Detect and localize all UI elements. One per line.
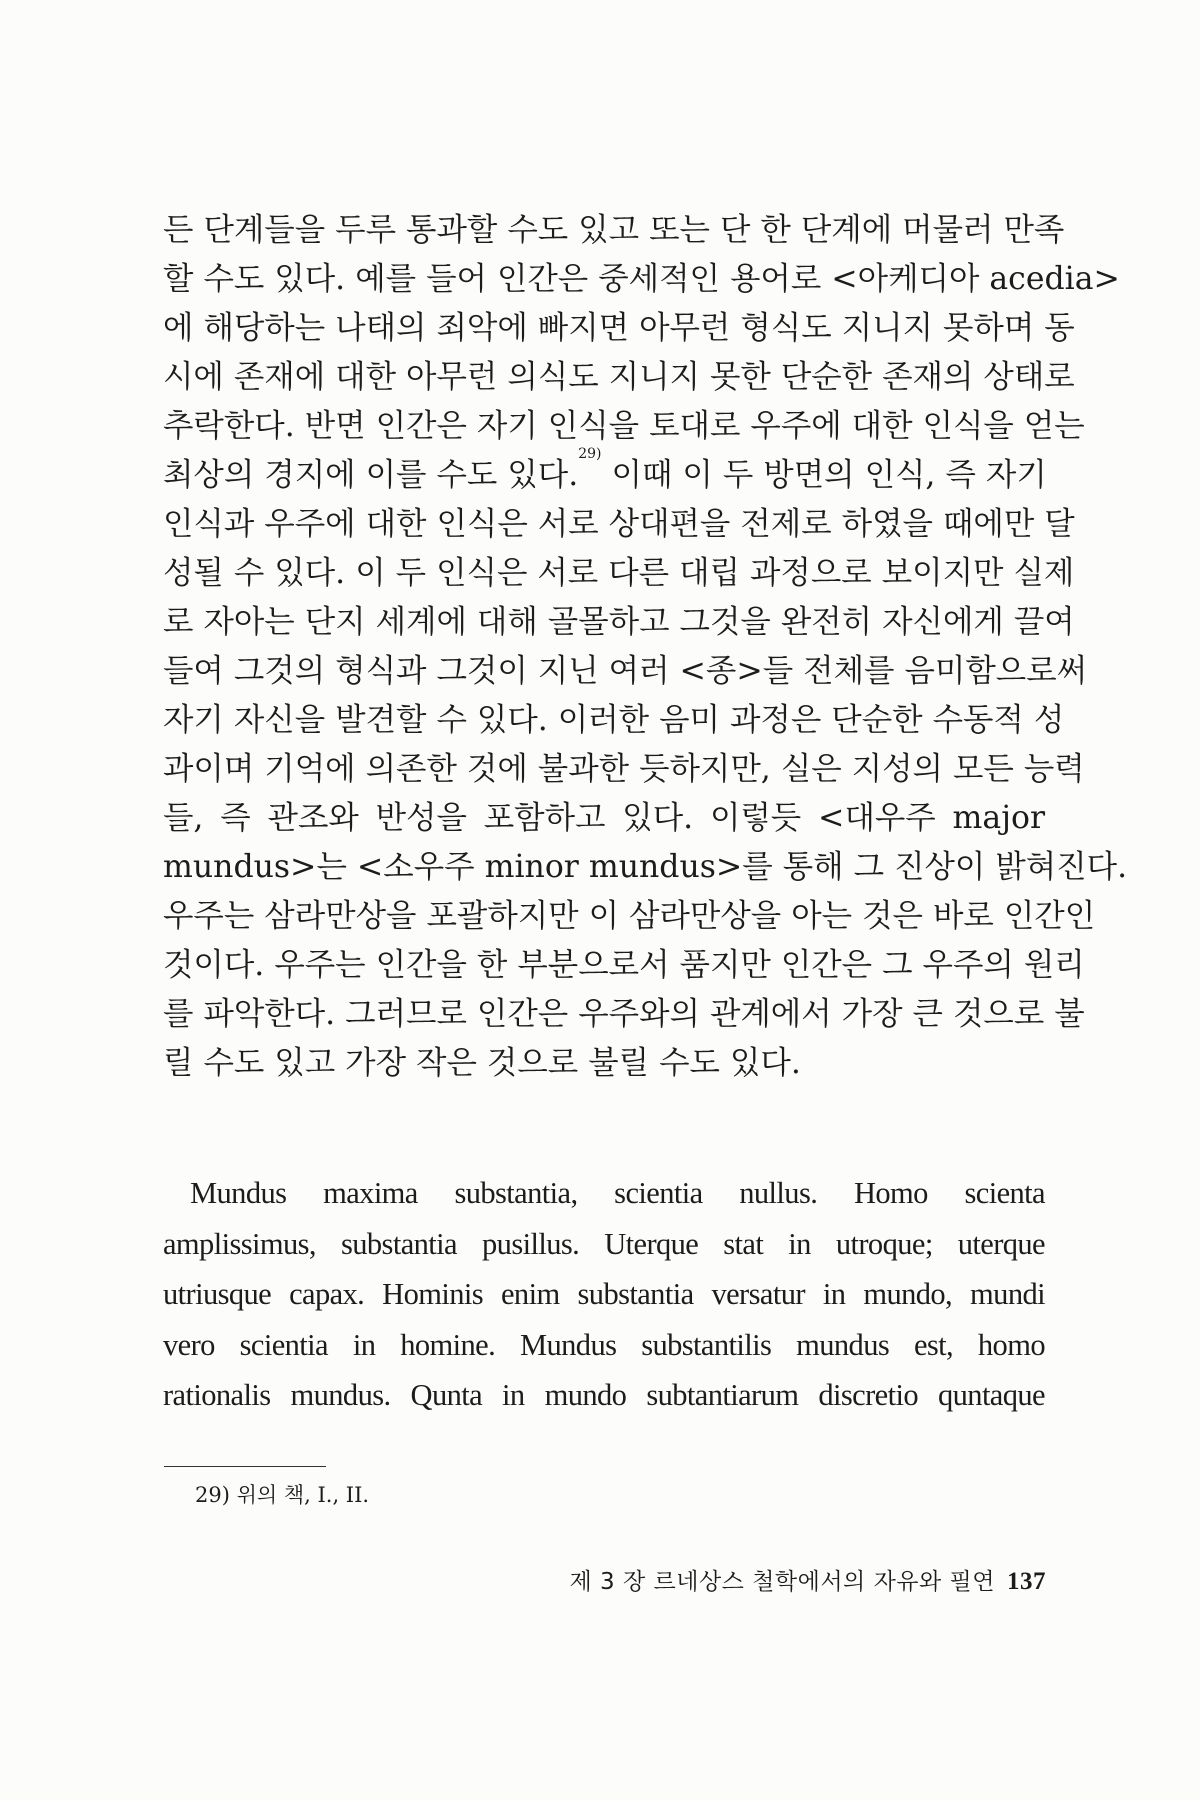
text-line: 들, 즉 관조와 반성을 포함하고 있다. 이렇듯 <대우주 major bbox=[163, 800, 1045, 836]
text-line: 성될 수 있다. 이 두 인식은 서로 다른 대립 과정으로 보이지만 실제 bbox=[163, 555, 1075, 591]
text-fragment: 최상의 경지에 이를 수도 있다. bbox=[163, 457, 579, 493]
latin-line: amplissimus, substantia pusillus. Uterque stat in utroque; uterque bbox=[163, 1226, 1045, 1261]
text-line: 시에 존재에 대한 아무런 의식도 지니지 못한 단순한 존재의 상태로 bbox=[163, 359, 1075, 395]
korean-paragraph bbox=[163, 206, 1128, 1088]
chapter-title: 제 3 장 르네상스 철학에서의 자유와 필연 bbox=[569, 1569, 995, 1595]
text-line: mundus>는 <소우주 minor mundus>를 통해 그 진상이 밝혀진다. bbox=[163, 849, 1128, 885]
text-fragment: 이때 이 두 방면의 인식, 즉 자기 bbox=[611, 457, 1047, 493]
latin-line: vero scientia in homine. Mundus substantilis mundus est, homo bbox=[163, 1327, 1045, 1362]
text-line: 릴 수도 있고 가장 작은 것으로 불릴 수도 있다. bbox=[163, 1045, 801, 1081]
text-line-with-footnote bbox=[163, 446, 1047, 500]
latin-quotation bbox=[163, 1168, 1045, 1421]
text-line: 할 수도 있다. 예를 들어 인간은 중세적인 용어로 <아케디아 acedia> bbox=[163, 261, 1120, 297]
text-line: 추락한다. 반면 인간은 자기 인식을 토대로 우주에 대한 인식을 얻는 bbox=[163, 408, 1085, 444]
footnote-reference: 29) bbox=[578, 446, 602, 462]
text-line: 로 자아는 단지 세계에 대해 골몰하고 그것을 완전히 자신에게 끌여 bbox=[163, 604, 1075, 640]
text-line: 에 해당하는 나태의 죄악에 빠지면 아무런 형식도 지니지 못하며 동 bbox=[163, 310, 1075, 346]
text-line: 자기 자신을 발견할 수 있다. 이러한 음미 과정은 단순한 수동적 성 bbox=[163, 702, 1065, 738]
latin-line: rationalis mundus. Qunta in mundo subtantiarum discretio quntaque bbox=[163, 1378, 1045, 1412]
text-line: 우주는 삼라만상을 포괄하지만 이 삼라만상을 아는 것은 바로 인간인 bbox=[163, 898, 1096, 934]
text-line: 인식과 우주에 대한 인식은 서로 상대편을 전제로 하였을 때에만 달 bbox=[163, 506, 1075, 542]
text-line: 과이며 기억에 의존한 것에 불과한 듯하지만, 실은 지성의 모든 능력 bbox=[163, 751, 1085, 787]
text-line: 것이다. 우주는 인간을 한 부분으로서 품지만 인간은 그 우주의 원리 bbox=[163, 947, 1085, 983]
running-footer bbox=[500, 1566, 1046, 1598]
footnote: 29) 위의 책, I., II. bbox=[195, 1483, 370, 1507]
text-line: 를 파악한다. 그러므로 인간은 우주와의 관계에서 가장 큰 것으로 불 bbox=[163, 996, 1085, 1032]
latin-line: Mundus maxima substantia, scientia nullus. Homo scienta bbox=[190, 1176, 1045, 1210]
page-number: 137 bbox=[1007, 1568, 1046, 1595]
latin-line: utriusque capax. Hominis enim substantia versatur in mundo, mundi bbox=[163, 1277, 1045, 1311]
text-line: 들여 그것의 형식과 그것이 지닌 여러 <종>들 전체를 음미함으로써 bbox=[163, 653, 1088, 689]
footnote-divider bbox=[164, 1466, 326, 1467]
text-line: 든 단계들을 두루 통과할 수도 있고 또는 단 한 단계에 머물러 만족 bbox=[163, 212, 1065, 248]
